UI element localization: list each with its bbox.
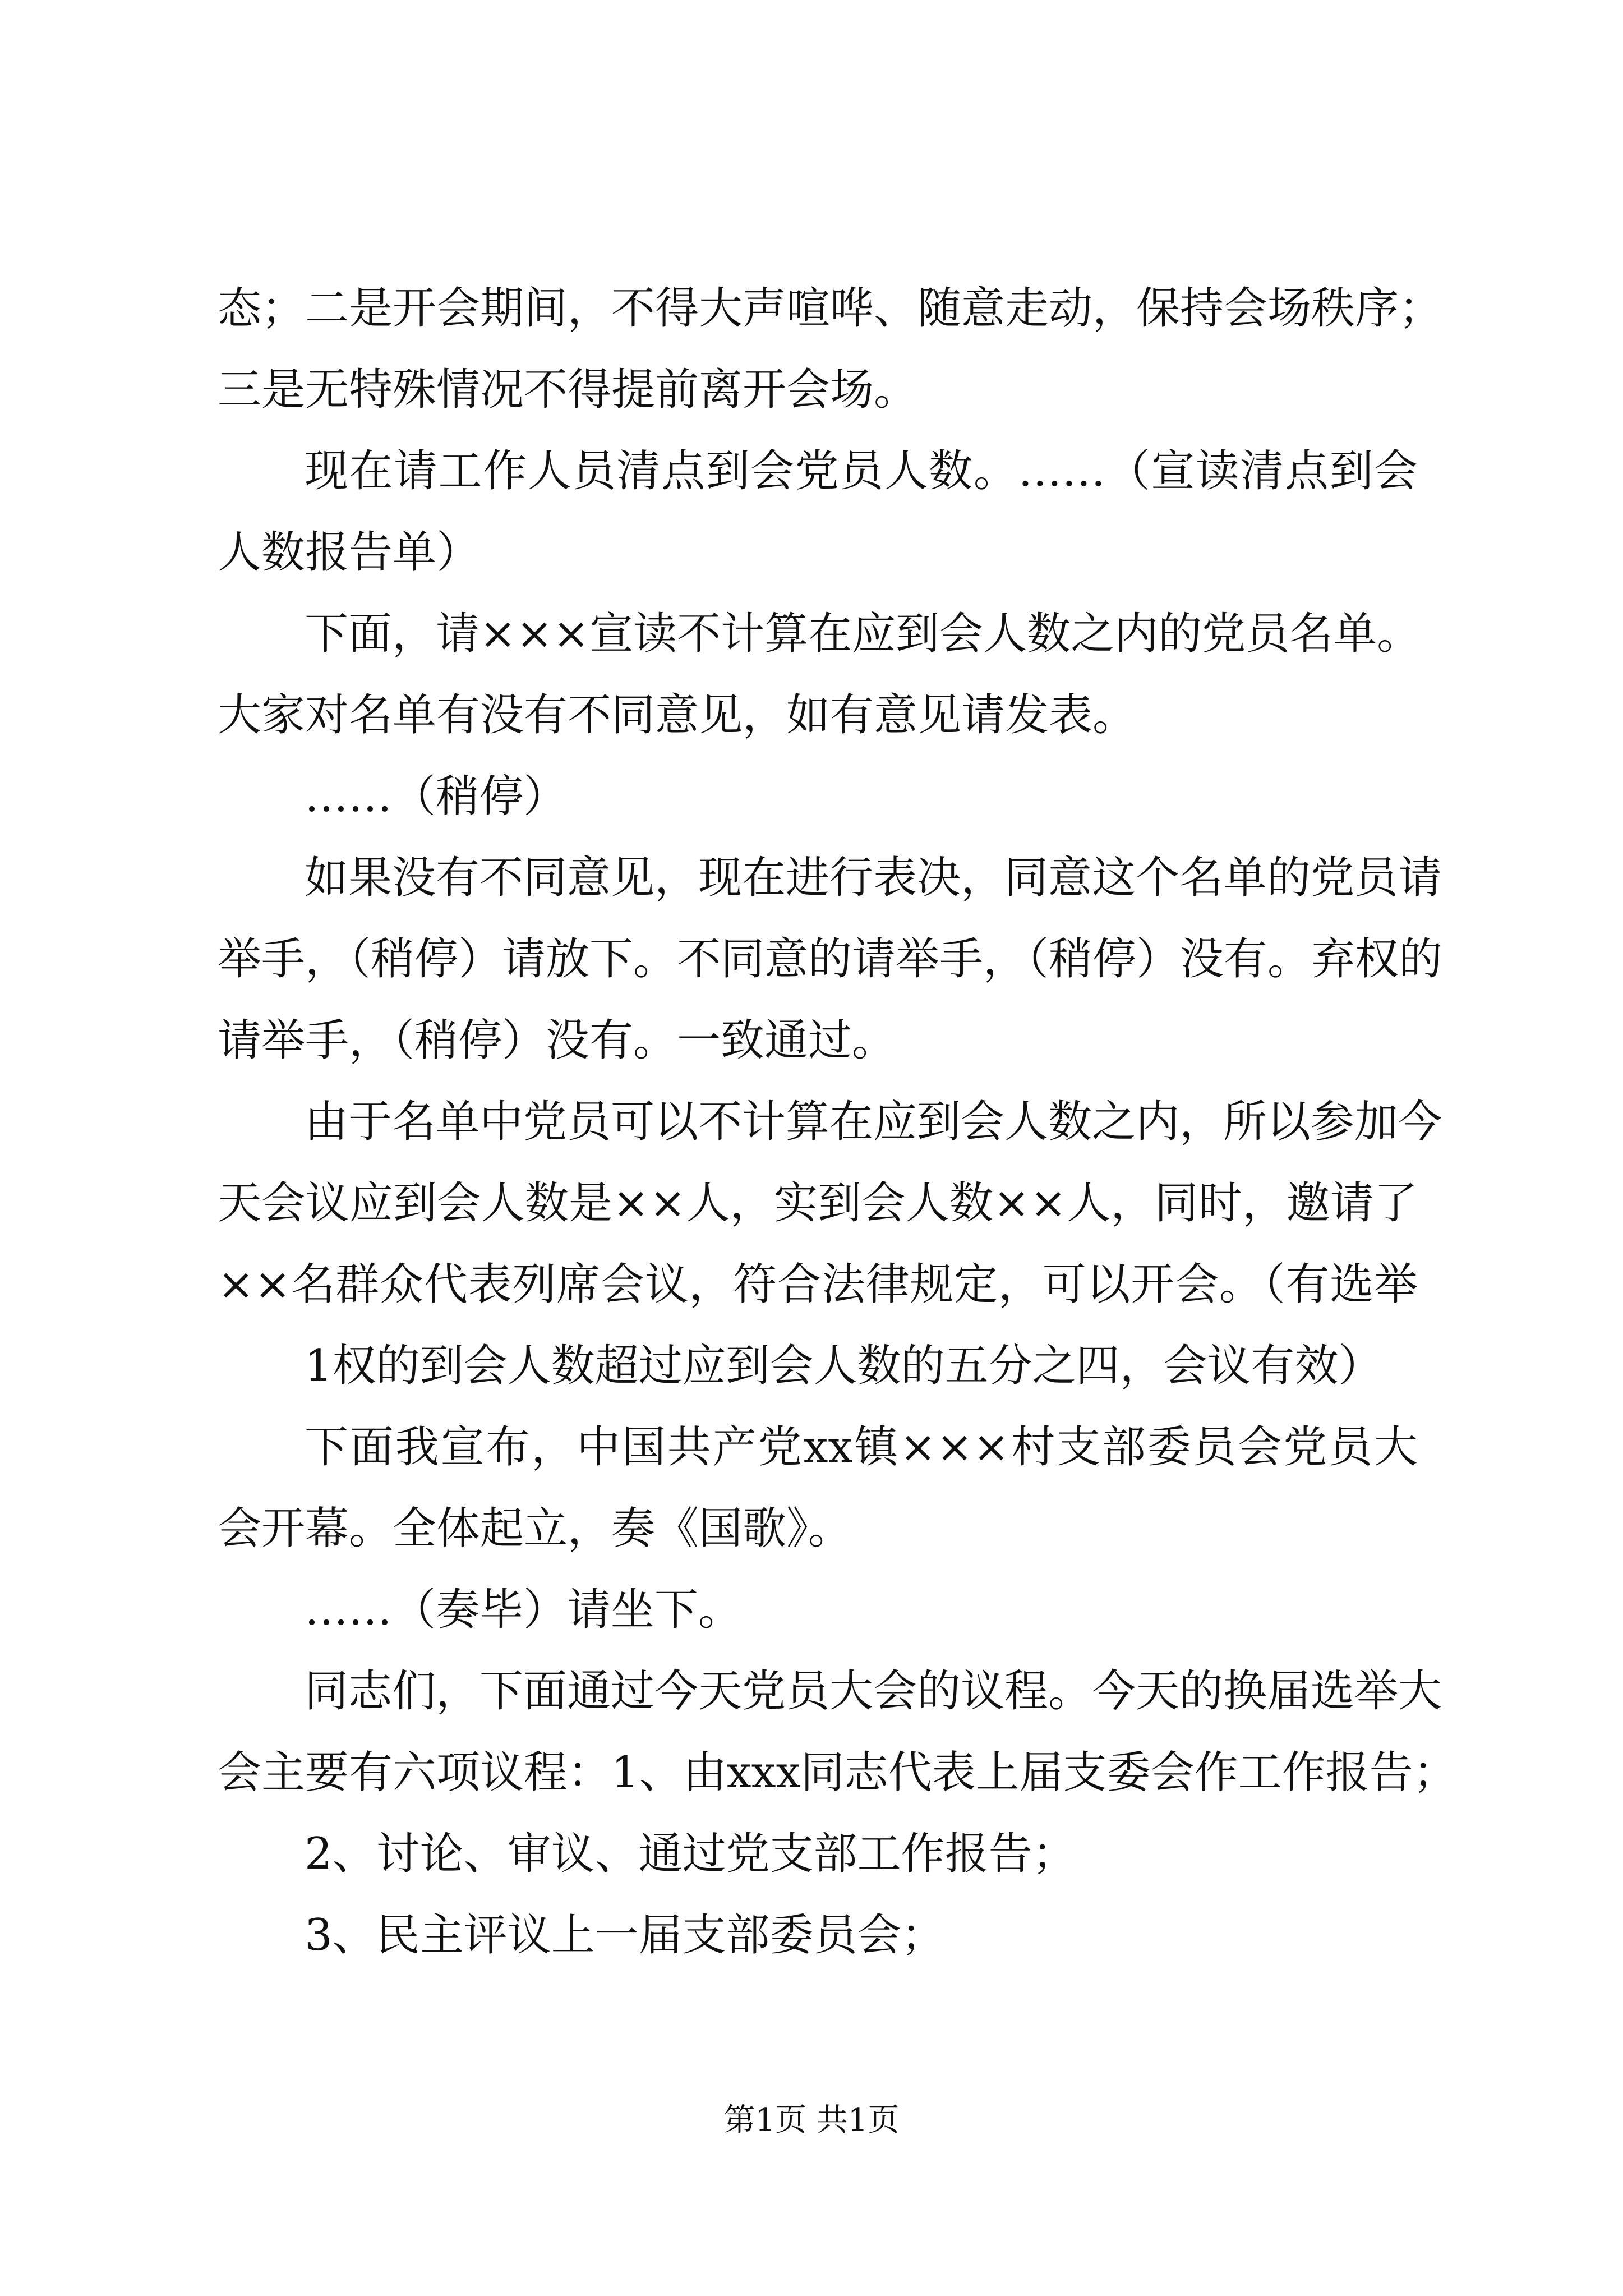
paragraph-start-line: 下面我宣布，中国共产党xx镇×××村支部委员会党员大 — [305, 1422, 1418, 1473]
paragraph-start-line: 3、民主评议上一届支部委员会； — [305, 1910, 945, 1961]
text-line: ××名群众代表列席会议，符合法律规定，可以开会。（有选举 — [218, 1259, 1418, 1310]
paragraph-start-line: 下面，请×××宣读不计算在应到会人数之内的党员名单。 — [305, 609, 1421, 659]
text-line: 人数报告单） — [218, 527, 481, 578]
page-footer: 第1页 共1页 — [723, 2102, 900, 2138]
text-line: 态；二是开会期间，不得大声喧哗、随意走动，保持会场秩序； — [218, 283, 1443, 334]
document-body — [218, 268, 1457, 1976]
paragraph-start-line: 同志们，下面通过今天党员大会的议程。今天的换届选举大 — [305, 1666, 1442, 1717]
text-line: 天会议应到会人数是××人，实到会人数××人，同时，邀请了 — [218, 1178, 1418, 1228]
paragraph-start-line: ……（稍停） — [305, 771, 568, 822]
paragraph-start-line: 现在请工作人员清点到会党员人数。……（宣读清点到会 — [305, 446, 1418, 496]
paragraph-start-line: 由于名单中党员可以不计算在应到会人数之内，所以参加今 — [305, 1097, 1442, 1147]
text-line: 请举手，（稍停）没有。一致通过。 — [218, 1015, 896, 1066]
text-line: 会主要有六项议程：1、由xxx同志代表上届支委会作工作报告； — [218, 1747, 1457, 1798]
paragraph-start-line: 如果没有不同意见，现在进行表决，同意这个名单的党员请 — [305, 853, 1442, 903]
text-line: 会开幕。全体起立，奏《国歌》。 — [218, 1503, 852, 1554]
paragraph-start-line: ……（奏毕）请坐下。 — [305, 1585, 743, 1635]
text-line: 三是无特殊情况不得提前离开会场。 — [218, 365, 918, 415]
paragraph-start-line: 1权的到会人数超过应到会人数的五分之四，会议有效） — [305, 1341, 1382, 1391]
text-line: 大家对名单有没有不同意见，如有意见请发表。 — [218, 690, 1137, 740]
paragraph-start-line: 2、讨论、审议、通过党支部工作报告； — [305, 1829, 1076, 1879]
text-line: 举手，（稍停）请放下。不同意的请举手，（稍停）没有。弃权的 — [218, 934, 1443, 984]
